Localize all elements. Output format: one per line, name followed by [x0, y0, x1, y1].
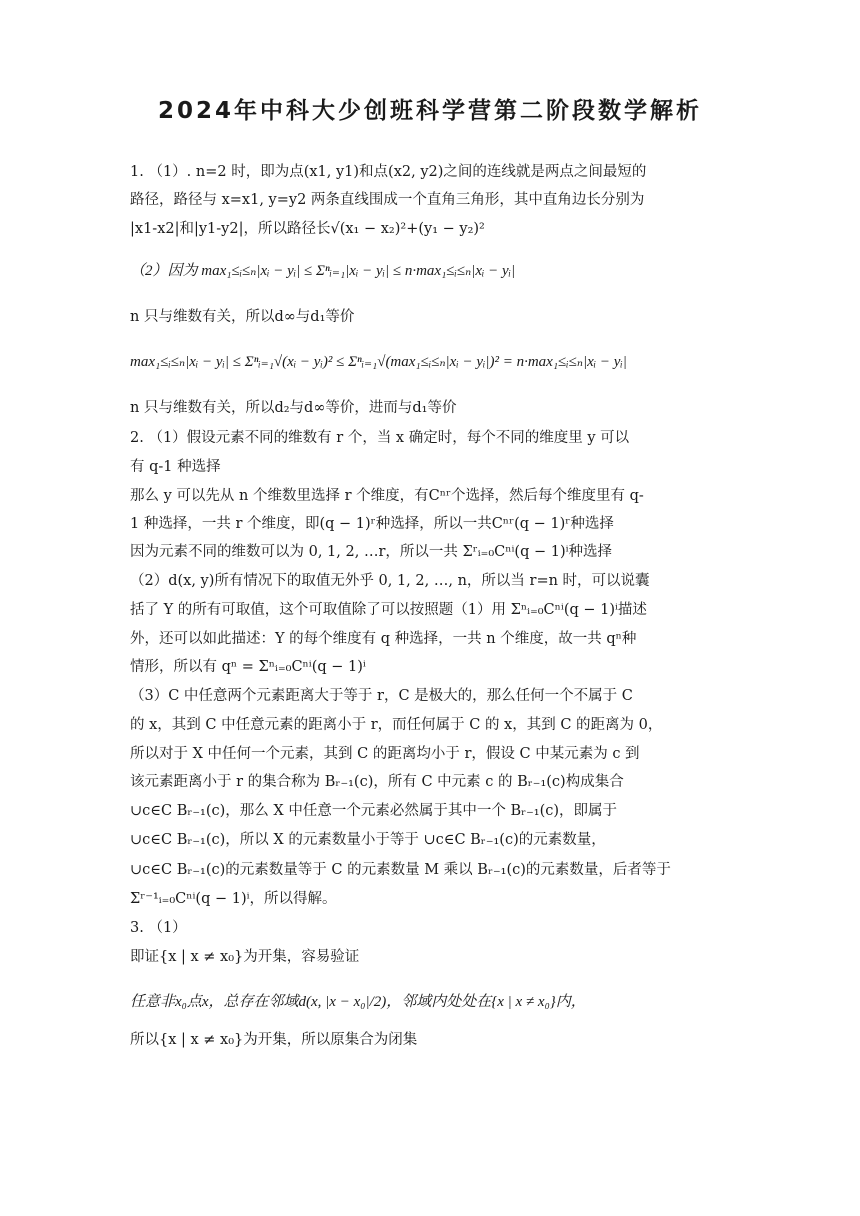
- formula-line: max₁≤ᵢ≤ₙ|xᵢ − yᵢ| ≤ Σⁿᵢ₌₁√(xᵢ − yᵢ)² ≤ Σⁿᵢ₌₁√(max₁≤ᵢ≤ₙ|xᵢ − yᵢ|)² = n·max₁≤ᵢ≤ₙ|xᵢ − yᵢ|: [130, 354, 627, 370]
- text-line: 该元素距离小于 r 的集合称为 Bᵣ₋₁(c)，所有 C 中元素 c 的 Bᵣ₋₁(c)构成集合: [130, 774, 624, 790]
- text-line: ∪c∈C Bᵣ₋₁(c)的元素数量等于 C 的元素数量 M 乘以 Bᵣ₋₁(c)的元素数量，后者等于: [130, 862, 671, 878]
- text-line: 因为元素不同的维数可以为 0, 1, 2, …r，所以一共 Σʳᵢ₌₀Cⁿⁱ(q − 1)ⁱ种选择: [130, 544, 613, 560]
- text-line: n 只与维数有关，所以d₂与d∞等价，进而与d₁等价: [130, 400, 457, 416]
- text-line: 即证{x | x ≠ x₀}为开集，容易验证: [130, 949, 360, 965]
- text-line: 3. （1）: [130, 920, 187, 936]
- text-line: 路径，路径与 x=x1, y=y2 两条直线围成一个直角三角形，其中直角边长分别为: [130, 192, 645, 208]
- text-line: （2）d(x, y)所有情况下的取值无外乎 0, 1, 2, …, n，所以当 r=n 时，可以说囊: [130, 573, 650, 589]
- text-line: 所以对于 X 中任何一个元素，其到 C 的距离均小于 r，假设 C 中某元素为 c 到: [130, 746, 640, 762]
- text-line: 有 q-1 种选择: [130, 459, 221, 475]
- text-line: 1. （1）. n=2 时，即为点(x1, y1)和点(x2, y2)之间的连线就是两点之间最短的: [130, 164, 647, 180]
- text-line: n 只与维数有关，所以d∞与d₁等价: [130, 309, 355, 325]
- page-title: 2024年中科大少创班科学营第二阶段数学解析: [157, 98, 702, 124]
- formula-line: 任意非x₀点x，总存在邻域d(x, |x − x₀|/2)，邻域内处处在{x | x ≠ x₀}内，: [130, 994, 586, 1010]
- text-line: Σʳ⁻¹ᵢ₌₀Cⁿⁱ(q − 1)ⁱ，所以得解。: [130, 891, 337, 907]
- text-line: ∪c∈C Bᵣ₋₁(c)，那么 X 中任意一个元素必然属于其中一个 Bᵣ₋₁(c)，即属于: [130, 803, 618, 819]
- text-line: 1 种选择，一共 r 个维度，即(q − 1)ʳ种选择，所以一共Cⁿʳ(q − 1)ʳ种选择: [130, 516, 614, 532]
- text-line: 所以{x | x ≠ x₀}为开集，所以原集合为闭集: [130, 1032, 418, 1048]
- text-line: 那么 y 可以先从 n 个维数里选择 r 个维度，有Cⁿʳ个选择，然后每个维度里有 q-: [130, 488, 644, 504]
- text-line: （3）C 中任意两个元素距离大于等于 r，C 是极大的，那么任何一个不属于 C: [130, 688, 633, 704]
- text-line: |x1-x2|和|y1-y2|，所以路径长√(x₁ − x₂)²+(y₁ − y₂)²: [130, 221, 485, 237]
- text-line: 2. （1）假设元素不同的维数有 r 个，当 x 确定时，每个不同的维度里 y 可以: [130, 430, 630, 446]
- text-line: 外，还可以如此描述：Y 的每个维度有 q 种选择，一共 n 个维度，故一共 qⁿ种: [130, 631, 637, 647]
- text-line: ∪c∈C Bᵣ₋₁(c)，所以 X 的元素数量小于等于 ∪c∈C Bᵣ₋₁(c)的元素数量，: [130, 832, 606, 848]
- formula-line: （2）因为 max₁≤ᵢ≤ₙ|xᵢ − yᵢ| ≤ Σⁿᵢ₌₁|xᵢ − yᵢ| ≤ n·max₁≤ᵢ≤ₙ|xᵢ − yᵢ|: [130, 263, 516, 279]
- text-line: 的 x，其到 C 中任意元素的距离小于 r，而任何属于 C 的 x，其到 C 的距离为 0，: [130, 717, 663, 733]
- text-line: 情形，所以有 qⁿ = Σⁿᵢ₌₀Cⁿⁱ(q − 1)ⁱ: [130, 659, 366, 675]
- text-line: 括了 Y 的所有可取值，这个可取值除了可以按照题（1）用 Σⁿᵢ₌₀Cⁿⁱ(q − 1)ⁱ描述: [130, 602, 647, 618]
